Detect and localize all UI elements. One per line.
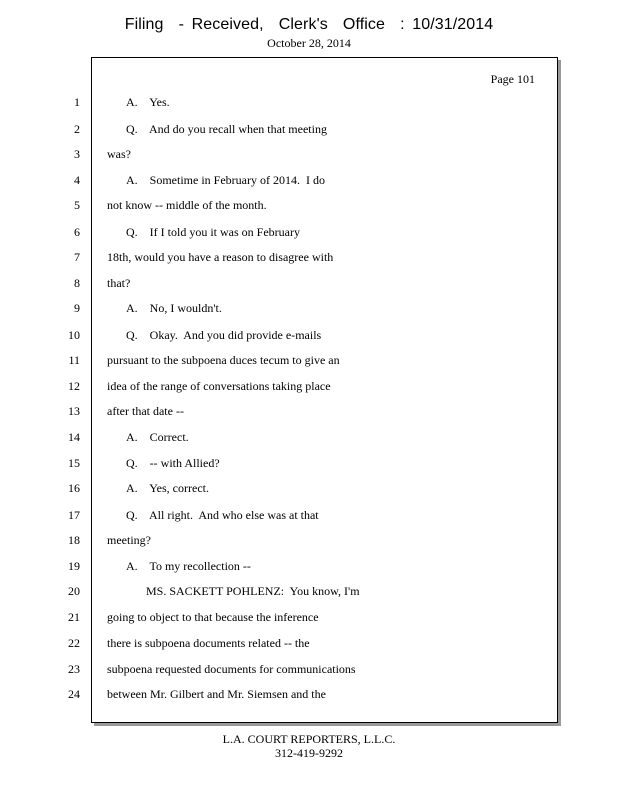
line-number: 5 bbox=[74, 198, 80, 212]
transcript-line: A. Sometime in February of 2014. I do bbox=[126, 173, 325, 187]
line-number: 3 bbox=[74, 147, 80, 161]
line-number: 19 bbox=[68, 559, 80, 573]
transcript-line: pursuant to the subpoena duces tecum to give an bbox=[107, 353, 340, 367]
transcript-line: was? bbox=[107, 147, 131, 161]
transcript-line: going to object to that because the inference bbox=[107, 610, 319, 624]
line-number: 24 bbox=[68, 687, 80, 701]
line-number: 23 bbox=[68, 662, 80, 676]
line-number: 22 bbox=[68, 636, 80, 650]
transcript-line: Q. If I told you it was on February bbox=[126, 225, 300, 239]
line-number: 10 bbox=[68, 328, 80, 342]
line-number: 2 bbox=[74, 122, 80, 136]
filing-date: October 28, 2014 bbox=[267, 36, 351, 50]
transcript-line: Q. Okay. And you did provide e-mails bbox=[126, 328, 322, 342]
transcript-line: after that date -- bbox=[107, 404, 184, 418]
footer-company: L.A. COURT REPORTERS, L.L.C. bbox=[222, 732, 396, 746]
line-number: 7 bbox=[74, 250, 80, 264]
transcript-line: Q. All right. And who else was at that bbox=[126, 508, 319, 522]
transcript-line: Q. And do you recall when that meeting bbox=[126, 122, 327, 136]
line-number: 12 bbox=[68, 379, 80, 393]
transcript-line: A. Correct. bbox=[126, 430, 189, 444]
transcript-line: idea of the range of conversations taking place bbox=[107, 379, 331, 393]
line-number: 6 bbox=[74, 225, 80, 239]
line-number: 4 bbox=[74, 173, 80, 187]
transcript-line: A. Yes, correct. bbox=[126, 481, 209, 495]
line-number: 11 bbox=[68, 353, 80, 367]
line-number: 9 bbox=[74, 301, 80, 315]
line-number: 15 bbox=[68, 456, 80, 470]
transcript-line: between Mr. Gilbert and Mr. Siemsen and the bbox=[107, 687, 326, 701]
transcript-line: A. To my recollection -- bbox=[126, 559, 251, 573]
line-number: 14 bbox=[68, 430, 80, 444]
transcript-line: there is subpoena documents related -- the bbox=[107, 636, 310, 650]
line-number: 21 bbox=[68, 610, 80, 624]
line-number: 8 bbox=[74, 276, 80, 290]
transcript-line: MS. SACKETT POHLENZ: You know, I'm bbox=[146, 584, 360, 598]
footer-phone: 312-419-9292 bbox=[275, 746, 343, 760]
line-number: 17 bbox=[68, 508, 80, 522]
transcript-line: A. No, I wouldn't. bbox=[126, 301, 222, 315]
line-number: 20 bbox=[68, 584, 80, 598]
line-number: 16 bbox=[68, 481, 80, 495]
filing-header: Filing - Received, Clerk's Office : 10/31/2014 bbox=[124, 16, 494, 33]
transcript-line: that? bbox=[107, 276, 131, 290]
line-number: 13 bbox=[68, 404, 80, 418]
transcript-line: Q. -- with Allied? bbox=[126, 456, 220, 470]
line-number: 1 bbox=[74, 95, 80, 109]
line-number: 18 bbox=[68, 533, 80, 547]
transcript-line: meeting? bbox=[107, 533, 151, 547]
transcript-line: A. Yes. bbox=[126, 95, 170, 109]
transcript-line: not know -- middle of the month. bbox=[107, 198, 267, 212]
transcript-line: 18th, would you have a reason to disagree with bbox=[107, 250, 334, 264]
page-number: Page 101 bbox=[490, 72, 535, 86]
transcript-line: subpoena requested documents for communications bbox=[107, 662, 356, 676]
